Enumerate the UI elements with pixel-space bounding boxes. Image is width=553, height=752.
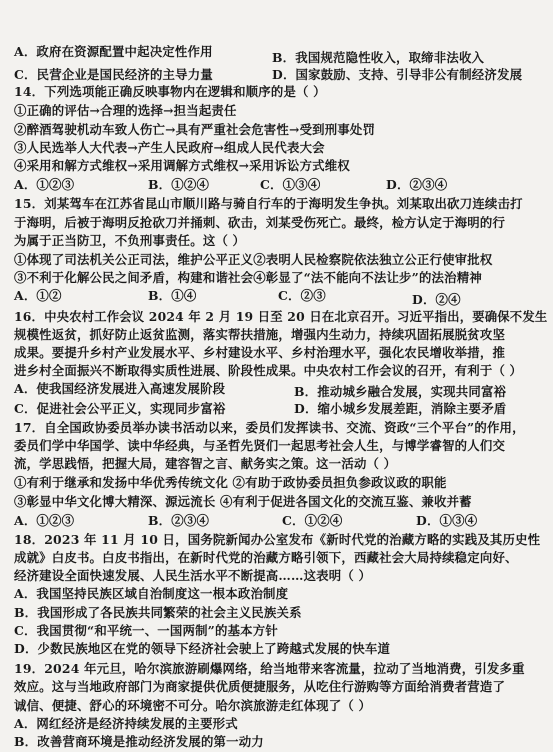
q14-stem: 14．下列选项能正确反映事物内在逻辑和顺序的是（ ） [14,84,326,100]
q16-option-c: C．促进社会公平正义，实现同步富裕 [14,400,226,416]
q15-option-a: A．①② [14,288,62,304]
q16-stem-line-4: 进乡村全面振兴不断取得实质性进展、阶段性成果。中央农村工作会议的召开，有利于（ ） [14,363,523,379]
q17-item-1: ①有利于继承和发扬中华优秀传统文化 ②有助于政协委员担负参政议政的职能 [14,475,447,491]
q15-stem-line-3: 为属于正当防卫，不负刑事责任。这（ ） [14,232,246,248]
q14-item-2: ②醉酒驾驶机动车致人伤亡→具有严重社会危害性→受到刑事处罚 [14,121,376,137]
q15-stem-line-2: 于海明，后被于海明反抢砍刀并捅刺、砍击，刘某受伤死亡。最终，检方认定于海明的行 [14,214,506,230]
q14-item-4: ④采用和解方式维权→采用调解方式维权→采用诉讼方式维权 [14,158,350,173]
q15-option-d: D．②④ [412,292,461,308]
q16-stem-line-2: 规模性返贫，抓好防止返贫监测，落实帮扶措施，增强内生动力，持续巩固拓展脱贫攻坚 [14,326,506,342]
q17-stem-line-2: 委员们学中华国学、读中华经典，与圣哲先贤们一起思考社会人生，与博学睿智的人们交 [14,437,506,453]
q13-option-c: C．民营企业是国民经济的主导力量 [14,67,213,82]
q19-option-b: B．改善营商环境是推动经济发展的第一动力 [14,734,264,749]
q13-option-a: A．政府在资源配置中起决定性作用 [14,44,213,59]
q19-option-a: A．网红经济是经济持续发展的主要形式 [14,715,238,731]
q14-item-1: ①正确的评估→合理的选择→担当起责任 [14,103,237,119]
q13-option-d: D．国家鼓励、支持、引导非公有制经济发展 [272,67,523,82]
q14-option-b: B．①②④ [148,177,210,193]
q16-option-a: A．使我国经济发展进入高速发展阶段 [14,381,226,397]
q15-stem-line-1: 15．刘某驾车在江苏省昆山市顺川路与骑自行车的于海明发生争执。刘某取出砍刀连续击打 [14,196,523,212]
q16-option-d: D．缩小城乡发展差距，消除主要矛盾 [294,400,507,416]
q18-option-a: A．我国坚持民族区域自治制度这一根本政治制度 [14,586,289,602]
q14-option-d: D．②③④ [386,177,448,193]
q19-stem-line-2: 效应。这与当地政府部门为商家提供优质便捷服务，从吃住行游购等方面给消费者营造了 [14,679,506,695]
q17-stem-line-3: 流，学思践悟，把握大局，建容智之言、献务实之策。这一活动（ ） [14,456,397,472]
q17-option-b: B．②③④ [148,512,210,528]
q16-option-b: B．推动城乡融合发展，实现共同富裕 [294,384,507,400]
q14-item-3: ③人民选举人大代表→产生人民政府→组成人民代表大会 [14,139,325,155]
q15-item-1: ①体现了司法机关公正司法，维护公平正义②表明人民检察院依法独立公正行使审批权 [14,252,493,267]
q15-item-2: ③不利于化解公民之间矛盾，构建和谐社会④彰显了“法不能向不法让步”的法治精神 [14,270,482,286]
q18-stem-line-3: 经济建设全面快速发展、人民生活水平不断提高……这表明（ ） [14,568,372,584]
q17-option-a: A．①②③ [14,512,75,528]
q16-stem-line-3: 成果。要提升乡村产业发展水平、乡村建设水平、乡村治理水平，强化农民增收举措，推 [14,344,506,360]
q13-option-b: B．我国规范隐性收入，取缔非法收入 [272,49,485,65]
q15-option-b: B．①④ [148,288,197,304]
q17-option-c: C．①②④ [282,512,343,528]
q14-option-c: C．①③④ [260,177,321,193]
q19-stem-line-3: 诚信、便捷、舒心的环境密不可分。哈尔滨旅游走红体现了（ ） [14,697,372,713]
q19-stem-line-1: 19．2024 年元旦，哈尔滨旅游刷爆网络，给当地带来客流量，拉动了当地消费，引发多重 [14,661,525,677]
q18-option-c: C．我国贯彻“和平统一、一国两制”的基本方针 [14,622,278,638]
q16-stem-line-1: 16．中央农村工作会议 2024 年 2 月 19 日至 20 日在北京召开。习近平指出，要确保不发生 [14,308,548,324]
q14-option-a: A．①②③ [14,177,75,193]
q15-option-c: C．②③ [278,288,326,304]
q18-option-d: D．少数民族地区在党的领导下经济社会驶上了跨越式发展的快车道 [14,641,391,656]
q17-stem-line-1: 17．自全国政协委员举办读书活动以来，委员们发挥读书、交流、资政“三个平台”的作用， [14,419,525,435]
q17-option-d: D．①③④ [416,512,478,528]
q18-stem-line-2: 成就》白皮书。白皮书指出，在新时代党的治藏方略引领下，西藏社会大局持续稳定向好、 [14,550,518,565]
q17-item-2: ③彰显中华文化博大精深、源远流长 ④有利于促进各国文化的交流互鉴、兼收并蓄 [14,493,472,509]
q18-stem-line-1: 18．2023 年 11 月 10 日，国务院新闻办公室发布《新时代党的治藏方略的实践及其历史性 [14,531,541,547]
q18-option-b: B．我国形成了各民族共同繁荣的社会主义民族关系 [14,604,302,620]
